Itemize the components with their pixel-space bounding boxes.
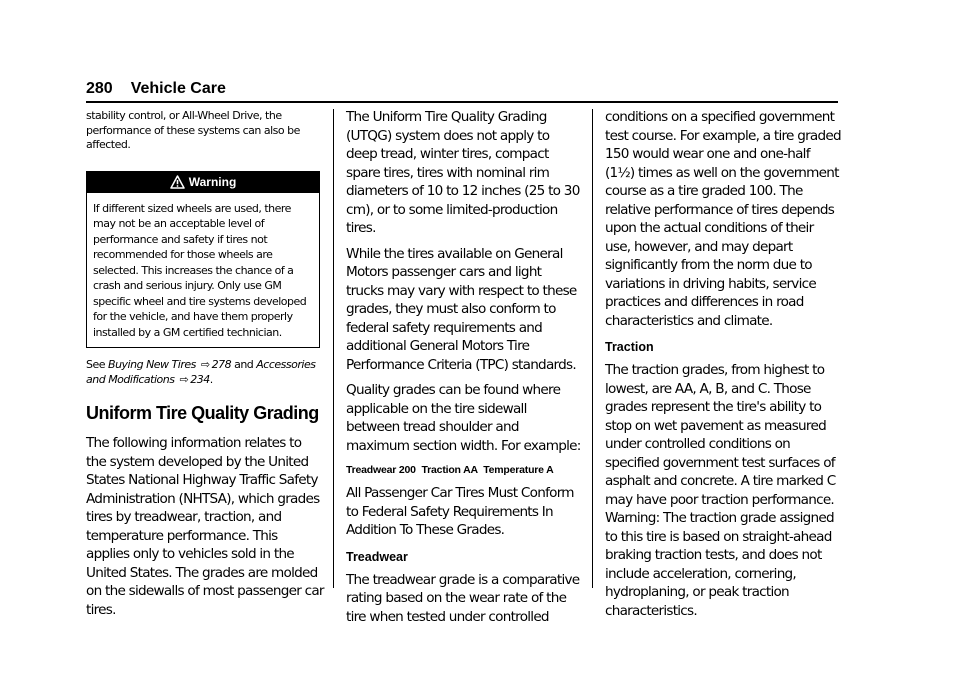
traction-paragraph: The traction grades, from highest to lowest, are AA, A, B, and C. Those grades represent the tire's ability to stop on wet pavement as measured under controlled conditions on specified government test surfaces of asphalt and concrete. A tire marked C may have poor traction performance. Warning: The traction grade assigned to this tire is based on straight-ahead braking traction tests, and does not include acceleration, cornering, hydroplaning, or peak traction characteristics. bbox=[605, 362, 836, 619]
traction-heading: Traction bbox=[605, 340, 654, 354]
page-ref-icon: ⇨ bbox=[200, 358, 210, 371]
page-header bbox=[86, 80, 838, 98]
warning-header bbox=[87, 172, 319, 193]
intro-text: stability control, or All-Wheel Drive, the performance of these systems can also be affected. bbox=[86, 109, 300, 151]
warning-box bbox=[86, 171, 320, 349]
column-right bbox=[605, 108, 841, 620]
column-divider bbox=[592, 109, 593, 588]
see-and: and bbox=[234, 358, 254, 371]
treadwear-heading: Treadwear bbox=[346, 549, 408, 564]
page-ref-234: 234 bbox=[190, 372, 210, 386]
column-middle bbox=[346, 108, 582, 626]
header-rule bbox=[86, 101, 838, 103]
sidewall-grade-example bbox=[346, 464, 582, 476]
see-also bbox=[86, 358, 324, 387]
link-buying-new-tires[interactable]: Buying New Tires bbox=[108, 358, 196, 371]
grade-location-paragraph: Quality grades can be found where applicable on the tire sidewall between tread shoulder and maximum section width. For example: bbox=[346, 382, 581, 454]
traction-example: Traction AA bbox=[421, 464, 478, 476]
see-prefix: See bbox=[86, 358, 106, 371]
warning-triangle-icon bbox=[170, 175, 185, 189]
gm-standards-paragraph: While the tires available on General Motors passenger cars and light trucks may vary with respect to these grades, they must also conform to federal safety requirements and additional General Motors Tire Performance Criteria (TPC) standards. bbox=[346, 245, 577, 373]
treadwear-example: Treadwear 200 bbox=[346, 464, 416, 476]
page-number: 280 bbox=[86, 80, 113, 97]
page-ref-icon: ⇨ bbox=[179, 372, 189, 386]
link-accessories-modifications[interactable]: Accessories and Modifications bbox=[86, 358, 316, 386]
column-divider bbox=[333, 109, 334, 588]
section-title: Vehicle Care bbox=[130, 80, 226, 97]
temperature-example: Temperature A bbox=[483, 464, 554, 476]
page-ref-278: 278 bbox=[211, 358, 232, 371]
column-left bbox=[86, 109, 324, 619]
conformance-paragraph: All Passenger Car Tires Must Conform to Federal Safety Requirements In Addition To These Grades. bbox=[346, 485, 574, 538]
section-heading: Uniform Tire Quality Grading bbox=[86, 403, 319, 423]
treadwear-continued-paragraph: conditions on a specified government test course. For example, a tire graded 150 would wear one and one-half (1½) times as well on the government course as a tire graded 100. The relative performance of tires depends upon the actual conditions of their use, however, and may depart significantly from the norm due to variations in driving habits, service practices and differences in road characteristics and climate. bbox=[605, 109, 841, 329]
utqg-intro-paragraph: The following information relates to the system developed by the United States National Highway Traffic Safety Administration (NHTSA), which grades tires by treadwear, traction, and temperature performance. This applies only to vehicles sold in the United States. The grades are molded on the sidewalls of most passenger car tires. bbox=[86, 435, 324, 618]
treadwear-paragraph: The treadwear grade is a comparative rating based on the wear rate of the tire when tested under controlled bbox=[346, 571, 580, 625]
see-end: . bbox=[209, 372, 213, 386]
utqg-scope-paragraph: The Uniform Tire Quality Grading (UTQG) system does not apply to deep tread, winter tires, compact spare tires, tires with nominal rim diameters of 10 to 12 inches (25 to 30 cm), or to some limited-production tires. bbox=[346, 109, 580, 236]
warning-title: Warning bbox=[188, 174, 237, 189]
warning-text: If different sized wheels are used, there may not be an acceptable level of performance and safety if tires not recommended for those wheels are selected. This increases the chance of a crash and serious injury. Only use GM specific wheel and tire systems developed for the vehicle, and have them properly installed by a GM certified technician. bbox=[93, 201, 307, 339]
